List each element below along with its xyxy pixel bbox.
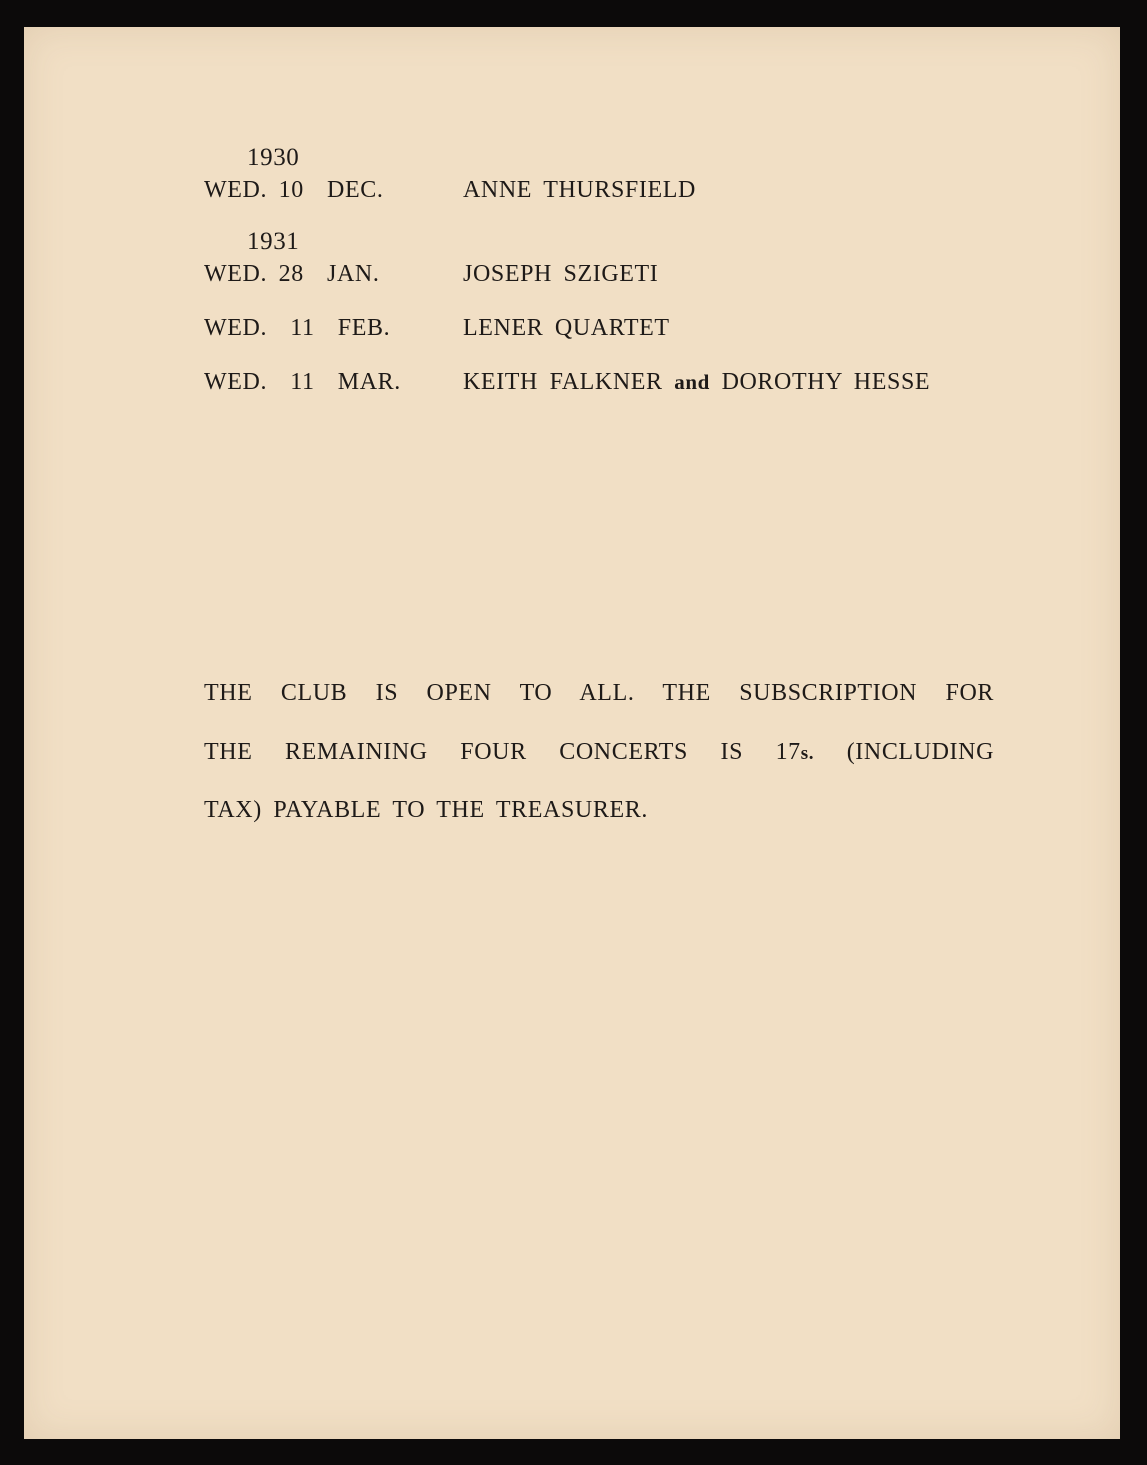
event-date-2: WED. 28 JAN. bbox=[204, 261, 380, 287]
performer-keith-falkner: KEITH FALKNER bbox=[463, 369, 663, 395]
notice-line-2 bbox=[204, 739, 994, 766]
shillings-mark: s. bbox=[800, 743, 815, 764]
event-performer-3: LENER QUARTET bbox=[463, 315, 670, 341]
event-performer-4 bbox=[463, 369, 930, 396]
notice-line-2-text: THE REMAINING FOUR CONCERTS IS 17 bbox=[204, 739, 801, 765]
performer-and: and bbox=[674, 370, 710, 394]
notice-line-3: TAX) PAYABLE TO THE TREASURER. bbox=[204, 797, 648, 823]
year-1931: 1931 bbox=[247, 228, 300, 255]
event-date-4: WED. 11 MAR. bbox=[204, 369, 401, 395]
event-date-3: WED. 11 FEB. bbox=[204, 315, 391, 341]
performer-dorothy-hesse: DOROTHY HESSE bbox=[721, 369, 931, 395]
program-page bbox=[24, 27, 1120, 1439]
event-performer-2: JOSEPH SZIGETI bbox=[463, 261, 659, 287]
notice-line-2-tail: (INCLUDING bbox=[814, 739, 995, 765]
event-date-1: WED. 10 DEC. bbox=[204, 177, 384, 203]
year-1930: 1930 bbox=[247, 144, 300, 171]
notice-line-1: THE CLUB IS OPEN TO ALL. THE SUBSCRIPTION FOR bbox=[204, 680, 994, 706]
event-performer-1: ANNE THURSFIELD bbox=[463, 177, 696, 203]
